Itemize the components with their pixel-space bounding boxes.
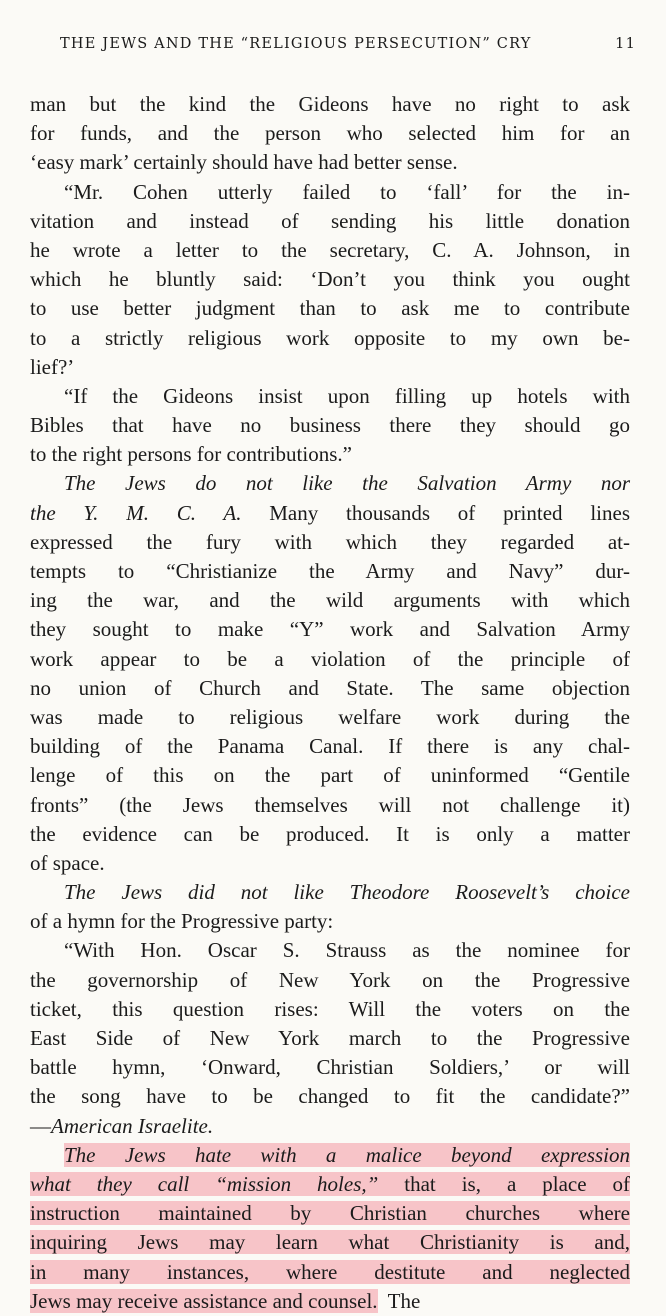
text-segment: that is, a place of <box>378 1171 630 1196</box>
highlight-span <box>30 1260 630 1284</box>
text-segment: ‘easy mark’ certainly should have had better sense. <box>30 150 458 175</box>
text-line <box>30 528 630 557</box>
text-segment: was made to religious welfare work during the <box>30 704 630 729</box>
text-line <box>30 732 630 761</box>
italic-text: the Y. M. C. A. <box>30 500 242 525</box>
line-content <box>30 588 630 612</box>
text-segment: ticket, this question rises: Will the voters on the <box>30 996 630 1021</box>
line-content <box>64 471 630 495</box>
text-line <box>30 469 630 498</box>
text-line <box>30 178 630 207</box>
text-line <box>30 90 630 119</box>
text-segment: work appear to be a violation of the principle of <box>30 646 630 671</box>
text-line <box>30 324 630 353</box>
text-segment: “Mr. Cohen utterly failed to ‘fall’ for the in- <box>64 179 630 204</box>
text-segment: The <box>377 1288 421 1313</box>
line-content <box>64 880 630 904</box>
text-segment: Jews may receive assistance and counsel. <box>30 1288 378 1313</box>
text-segment: lief?’ <box>30 354 75 379</box>
text-line <box>30 382 630 411</box>
highlight-span <box>64 1143 630 1167</box>
line-content <box>30 763 630 787</box>
line-content <box>30 851 105 875</box>
text-line <box>30 820 630 849</box>
text-line <box>30 353 630 382</box>
line-content <box>30 530 630 554</box>
text-line <box>30 878 630 907</box>
text-segment: building of the Panama Canal. If there is any chal- <box>30 734 630 759</box>
text-segment: no union of Church and State. The same objection <box>30 675 630 700</box>
line-content <box>64 938 630 962</box>
line-content <box>30 909 333 933</box>
line-content <box>30 150 458 174</box>
text-segment: in many instances, where destitute and neglected <box>30 1259 630 1284</box>
line-content <box>30 413 630 437</box>
line-content <box>30 734 630 758</box>
line-content <box>30 92 630 116</box>
highlighted-text-line <box>30 1287 630 1316</box>
body-text <box>30 90 630 1316</box>
line-content <box>30 442 352 466</box>
line-content <box>30 676 630 700</box>
text-segment: they sought to make “Y” work and Salvation Army <box>30 617 630 642</box>
highlighted-text-line <box>30 1170 630 1199</box>
text-line <box>30 119 630 148</box>
text-line <box>30 615 630 644</box>
text-segment: of space. <box>30 850 105 875</box>
text-segment: he wrote a letter to the secretary, C. A. Johnson, in <box>30 237 630 262</box>
highlight-span <box>30 1289 378 1313</box>
highlight-span <box>30 1230 630 1254</box>
line-content <box>30 355 74 379</box>
text-segment: inquiring Jews may learn what Christianity is and, <box>30 1230 630 1255</box>
text-line <box>30 849 630 878</box>
line-content <box>30 968 630 992</box>
text-segment: instruction maintained by Christian churches where <box>30 1201 630 1226</box>
line-content <box>30 1055 630 1079</box>
italic-text: The Jews hate with a malice beyond expression <box>64 1142 630 1167</box>
text-line <box>30 1024 630 1053</box>
text-segment: expressed the fury with which they regarded at- <box>30 529 630 554</box>
line-content <box>30 121 630 145</box>
line-content <box>30 997 630 1021</box>
running-head-title: THE JEWS AND THE “RELIGIOUS PERSECUTION” CRY <box>60 36 532 52</box>
text-segment: vitation and instead of sending his little donation <box>30 208 630 233</box>
text-segment: fronts” (the Jews themselves will not challenge it) <box>30 792 630 817</box>
line-content <box>30 326 630 350</box>
italic-text: The Jews do not like the Salvation Army nor <box>64 471 630 496</box>
text-line <box>30 1082 630 1111</box>
line-content <box>30 501 630 525</box>
text-line <box>30 645 630 674</box>
italic-text: American Israelite. <box>51 1113 214 1138</box>
text-line <box>30 265 630 294</box>
text-segment: “If the Gideons insist upon filling up hotels with <box>64 383 630 408</box>
text-segment: to a strictly religious work opposite to my own be- <box>30 325 630 350</box>
text-line <box>30 1053 630 1082</box>
text-segment: the governorship of New York on the Progressive <box>30 967 630 992</box>
line-content <box>30 238 630 262</box>
text-line <box>30 294 630 323</box>
text-segment: battle hymn, ‘Onward, Christian Soldiers,’ or will <box>30 1055 630 1080</box>
text-line <box>30 791 630 820</box>
text-segment: the evidence can be produced. It is only a matter <box>30 821 630 846</box>
line-content <box>30 705 630 729</box>
highlight-span <box>30 1172 630 1196</box>
text-line <box>30 499 630 528</box>
italic-text: The Jews did not like Theodore Roosevelt’s choice <box>64 880 630 905</box>
text-segment: lenge of this on the part of uninformed “Gentile <box>30 763 630 788</box>
text-line <box>30 236 630 265</box>
text-segment: to use better judgment than to ask me to contribute <box>30 296 630 321</box>
text-segment: East Side of New York march to the Progressive <box>30 1026 630 1050</box>
text-line <box>30 1112 630 1141</box>
text-line <box>30 703 630 732</box>
text-line <box>30 148 630 177</box>
line-content <box>30 267 630 291</box>
text-segment: — <box>30 1113 51 1138</box>
text-segment: which he bluntly said: ‘Don’t you think you ought <box>30 267 630 292</box>
line-content <box>30 209 630 233</box>
line-content <box>30 559 630 583</box>
line-content <box>30 647 630 671</box>
line-content <box>64 180 630 204</box>
line-content <box>30 296 630 320</box>
text-line <box>30 761 630 790</box>
text-segment: of a hymn for the Progressive party: <box>30 909 334 934</box>
text-segment: ing the war, and the wild arguments with which <box>30 588 630 613</box>
text-line <box>30 557 630 586</box>
text-segment: to the right persons for contributions.” <box>30 442 352 467</box>
text-line <box>30 907 630 936</box>
text-segment: Bibles that have no business there they should go <box>30 413 630 438</box>
text-line <box>30 207 630 236</box>
line-content <box>30 1114 213 1138</box>
text-line <box>30 440 630 469</box>
highlight-span <box>30 1201 630 1225</box>
highlighted-text-line <box>30 1199 630 1228</box>
text-segment: the song have to be changed to fit the candidate?” <box>30 1084 630 1109</box>
text-line <box>30 966 630 995</box>
highlighted-text-line <box>30 1228 630 1257</box>
page-number: 11 <box>615 36 636 52</box>
line-content <box>30 822 630 846</box>
line-content <box>30 617 630 641</box>
running-head <box>60 36 636 52</box>
text-segment: Many thousands of printed lines <box>241 500 630 525</box>
line-content <box>64 384 630 408</box>
text-segment: tempts to “Christianize the Army and Navy” dur- <box>30 559 630 583</box>
line-content <box>30 1084 630 1108</box>
text-line <box>30 936 630 965</box>
highlighted-text-line <box>30 1141 630 1170</box>
line-content <box>30 1026 630 1050</box>
text-line <box>30 586 630 615</box>
line-content <box>30 793 630 817</box>
text-segment: for funds, and the person who selected him for an <box>30 121 630 146</box>
italic-text: what they call “mission holes,” <box>30 1171 379 1196</box>
text-segment: man but the kind the Gideons have no right to ask <box>30 92 630 116</box>
text-line <box>30 411 630 440</box>
text-line <box>30 674 630 703</box>
text-segment: “With Hon. Oscar S. Strauss as the nominee for <box>64 938 630 963</box>
highlighted-text-line <box>30 1258 630 1287</box>
text-line <box>30 995 630 1024</box>
